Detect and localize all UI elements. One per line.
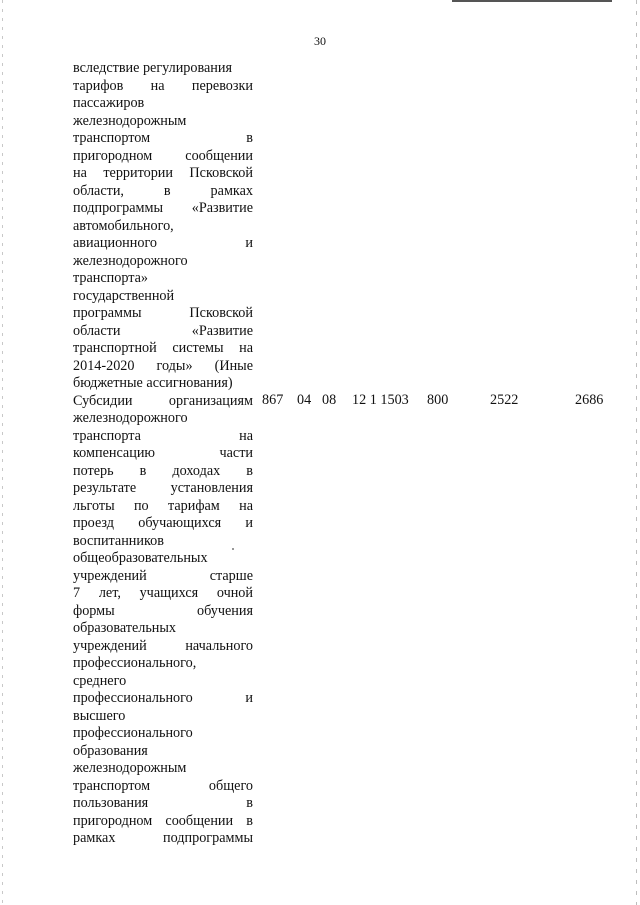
text-line: транспортом общего bbox=[73, 777, 253, 794]
text-line: программы Псковской bbox=[73, 305, 253, 321]
text-line: транспорта» bbox=[73, 270, 149, 286]
text-line: транспортной системы на bbox=[73, 340, 253, 356]
text-line: государственной bbox=[73, 287, 175, 304]
scan-edge-right bbox=[636, 0, 637, 905]
podrazdel-code: 08 bbox=[322, 392, 337, 408]
item-name-column bbox=[73, 60, 253, 848]
text-line: профессионального, bbox=[73, 655, 197, 671]
text-line: компенсацию части bbox=[73, 445, 253, 461]
text-line: образовательных bbox=[73, 620, 177, 636]
amount-year-1: 2522 bbox=[490, 392, 519, 408]
text-line: вследствие регулирования bbox=[73, 60, 233, 76]
text-line: тарифов на перевозки bbox=[73, 77, 253, 94]
text-line: учреждений начального bbox=[73, 637, 253, 654]
text-line: пригородном сообщении в bbox=[73, 812, 253, 829]
vid-rashodov-code: 800 bbox=[427, 392, 449, 408]
scan-edge-left bbox=[2, 0, 3, 905]
text-line: области «Развитие bbox=[73, 322, 253, 339]
text-line: подпрограммы «Развитие bbox=[73, 200, 253, 216]
text-line: Субсидии организациям bbox=[73, 392, 253, 409]
text-line: 2014-2020 годы» (Иные bbox=[73, 357, 253, 374]
text-line: на территории Псковской bbox=[73, 165, 253, 181]
grbs-code: 867 bbox=[262, 392, 284, 408]
text-line: льготы по тарифам на bbox=[73, 497, 253, 514]
text-line: профессионального и bbox=[73, 690, 253, 706]
text-line: 7 лет, учащихся очной bbox=[73, 585, 253, 601]
text-line: транспортом в bbox=[73, 130, 253, 146]
text-line: авиационного и bbox=[73, 235, 253, 251]
scan-speck bbox=[232, 548, 234, 550]
text-line: результате установления bbox=[73, 480, 253, 496]
text-line: области, в рамках bbox=[73, 182, 253, 199]
text-line: железнодорожным bbox=[73, 760, 187, 776]
text-line: рамках подпрограммы bbox=[73, 830, 253, 846]
text-line: высшего bbox=[73, 707, 126, 724]
text-line: железнодорожным bbox=[73, 112, 187, 129]
text-line: среднего bbox=[73, 672, 127, 689]
amount-year-2: 2686 bbox=[575, 392, 604, 408]
razdel-code: 04 bbox=[297, 392, 312, 408]
text-line: учреждений старше bbox=[73, 567, 253, 584]
celevaya-statya-code: 12 1 1503 bbox=[352, 392, 409, 408]
text-line: формы обучения bbox=[73, 602, 253, 619]
text-line: пассажиров bbox=[73, 95, 145, 111]
text-line: пригородном сообщении bbox=[73, 147, 253, 164]
page-number: 30 bbox=[314, 34, 326, 48]
scan-top-mark bbox=[452, 0, 612, 2]
text-line: пользования в bbox=[73, 795, 253, 811]
text-line: автомобильного, bbox=[73, 217, 174, 234]
text-line: транспорта на bbox=[73, 427, 253, 444]
text-line: общеобразовательных bbox=[73, 550, 208, 566]
text-line: профессионального bbox=[73, 725, 193, 741]
text-line: железнодорожного bbox=[73, 252, 188, 269]
text-line: железнодорожного bbox=[73, 410, 188, 426]
text-line: проезд обучающихся и bbox=[73, 515, 253, 531]
text-line: бюджетные ассигнования) bbox=[73, 375, 233, 391]
text-line: воспитанников bbox=[73, 532, 164, 549]
text-line: потерь в доходах в bbox=[73, 462, 253, 479]
text-line: образования bbox=[73, 742, 148, 759]
